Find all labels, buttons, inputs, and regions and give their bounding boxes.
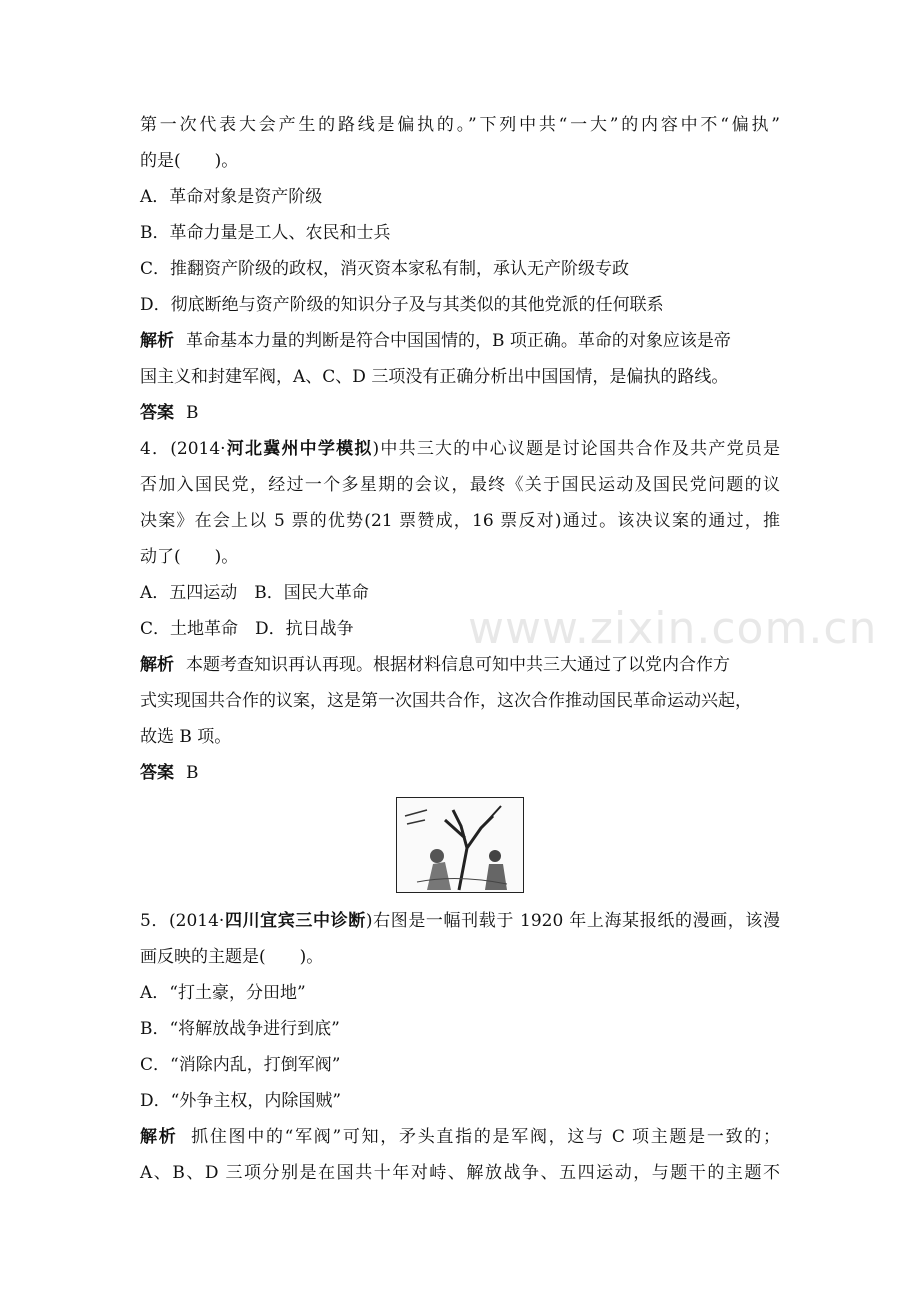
options-ab: A．五四运动 B．国民大革命: [140, 583, 369, 603]
analysis-label: 解析: [140, 331, 174, 351]
options-cd: C．土地革命 D．抗日战争: [140, 619, 354, 639]
analysis-line: [140, 330, 731, 352]
text-line: A、B、D 三项分别是在国共十年对峙、解放战争、五四运动，与题干的主题不: [140, 1163, 780, 1183]
question-5: [140, 910, 780, 932]
option-c: C．推翻资产阶级的政权，消灭资本家私有制，承认无产阶级专政: [140, 259, 630, 279]
analysis-text: 本题考查知识再认再现。根据材料信息可知中共三大通过了以党内合作方: [186, 655, 730, 675]
answer-line: [140, 402, 199, 424]
text-line: 第一次代表大会产生的路线是偏执的。”下列中共“一大”的内容中不“偏执”: [140, 115, 780, 135]
text-line: 否加入国民党，经过一个多星期的会议，最终《关于国民运动及国民党问题的议: [140, 475, 780, 495]
option-c: C．“消除内乱，打倒军阀”: [140, 1055, 341, 1075]
text-line: 动了( )。: [140, 547, 239, 567]
analysis-line: [140, 1126, 780, 1148]
answer-label: 答案: [140, 763, 174, 783]
question-text: )右图是一幅刊载于 1920 年上海某报纸的漫画，该漫: [365, 911, 781, 931]
question-source: 四川宜宾三中诊断: [224, 911, 366, 931]
question-4: [140, 438, 780, 460]
option-d: D．“外争主权，内除国贼”: [140, 1091, 342, 1111]
question-number: 5．(2014·: [140, 911, 225, 931]
question-number: 4．(2014·: [140, 439, 226, 459]
text-line: 国主义和封建军阀，A、C、D 三项没有正确分析出中国国情，是偏执的路线。: [140, 367, 729, 387]
text-line: 决案》在会上以 5 票的优势(21 票赞成，16 票反对)通过。该决议案的通过，推: [140, 511, 780, 531]
analysis-line: [140, 654, 730, 676]
answer-line: [140, 762, 199, 784]
cartoon-drawing: [397, 798, 523, 892]
answer-value: B: [186, 763, 199, 783]
analysis-label: 解析: [140, 1127, 178, 1147]
cartoon-image: [396, 797, 524, 893]
text-line: 画反映的主题是( )。: [140, 947, 324, 967]
text-line: 故选 B 项。: [140, 727, 232, 747]
answer-value: B: [186, 403, 199, 423]
option-a: A．“打土豪，分田地”: [140, 983, 306, 1003]
option-b: B．革命力量是工人、农民和士兵: [140, 223, 391, 243]
question-text: )中共三大的中心议题是讨论国共合作及共产党员是: [372, 439, 781, 459]
analysis-text: 抓住图中的“军阀”可知，矛头直指的是军阀，这与 C 项主题是一致的；: [189, 1127, 780, 1147]
text-line: 的是( )。: [140, 151, 239, 171]
watermark: www.zixin.com.cn: [468, 603, 878, 654]
answer-label: 答案: [140, 403, 174, 423]
question-source: 河北冀州中学模拟: [225, 439, 373, 459]
option-d: D．彻底断绝与资产阶级的知识分子及与其类似的其他党派的任何联系: [140, 295, 664, 315]
analysis-text: 革命基本力量的判断是符合中国国情的，B 项正确。革命的对象应该是帝: [186, 331, 731, 351]
option-b: B．“将解放战争进行到底”: [140, 1019, 340, 1039]
option-a: A．革命对象是资产阶级: [140, 187, 323, 207]
text-line: 式实现国共合作的议案，这是第一次国共合作，这次合作推动国民革命运动兴起，: [140, 691, 752, 711]
analysis-label: 解析: [140, 655, 174, 675]
